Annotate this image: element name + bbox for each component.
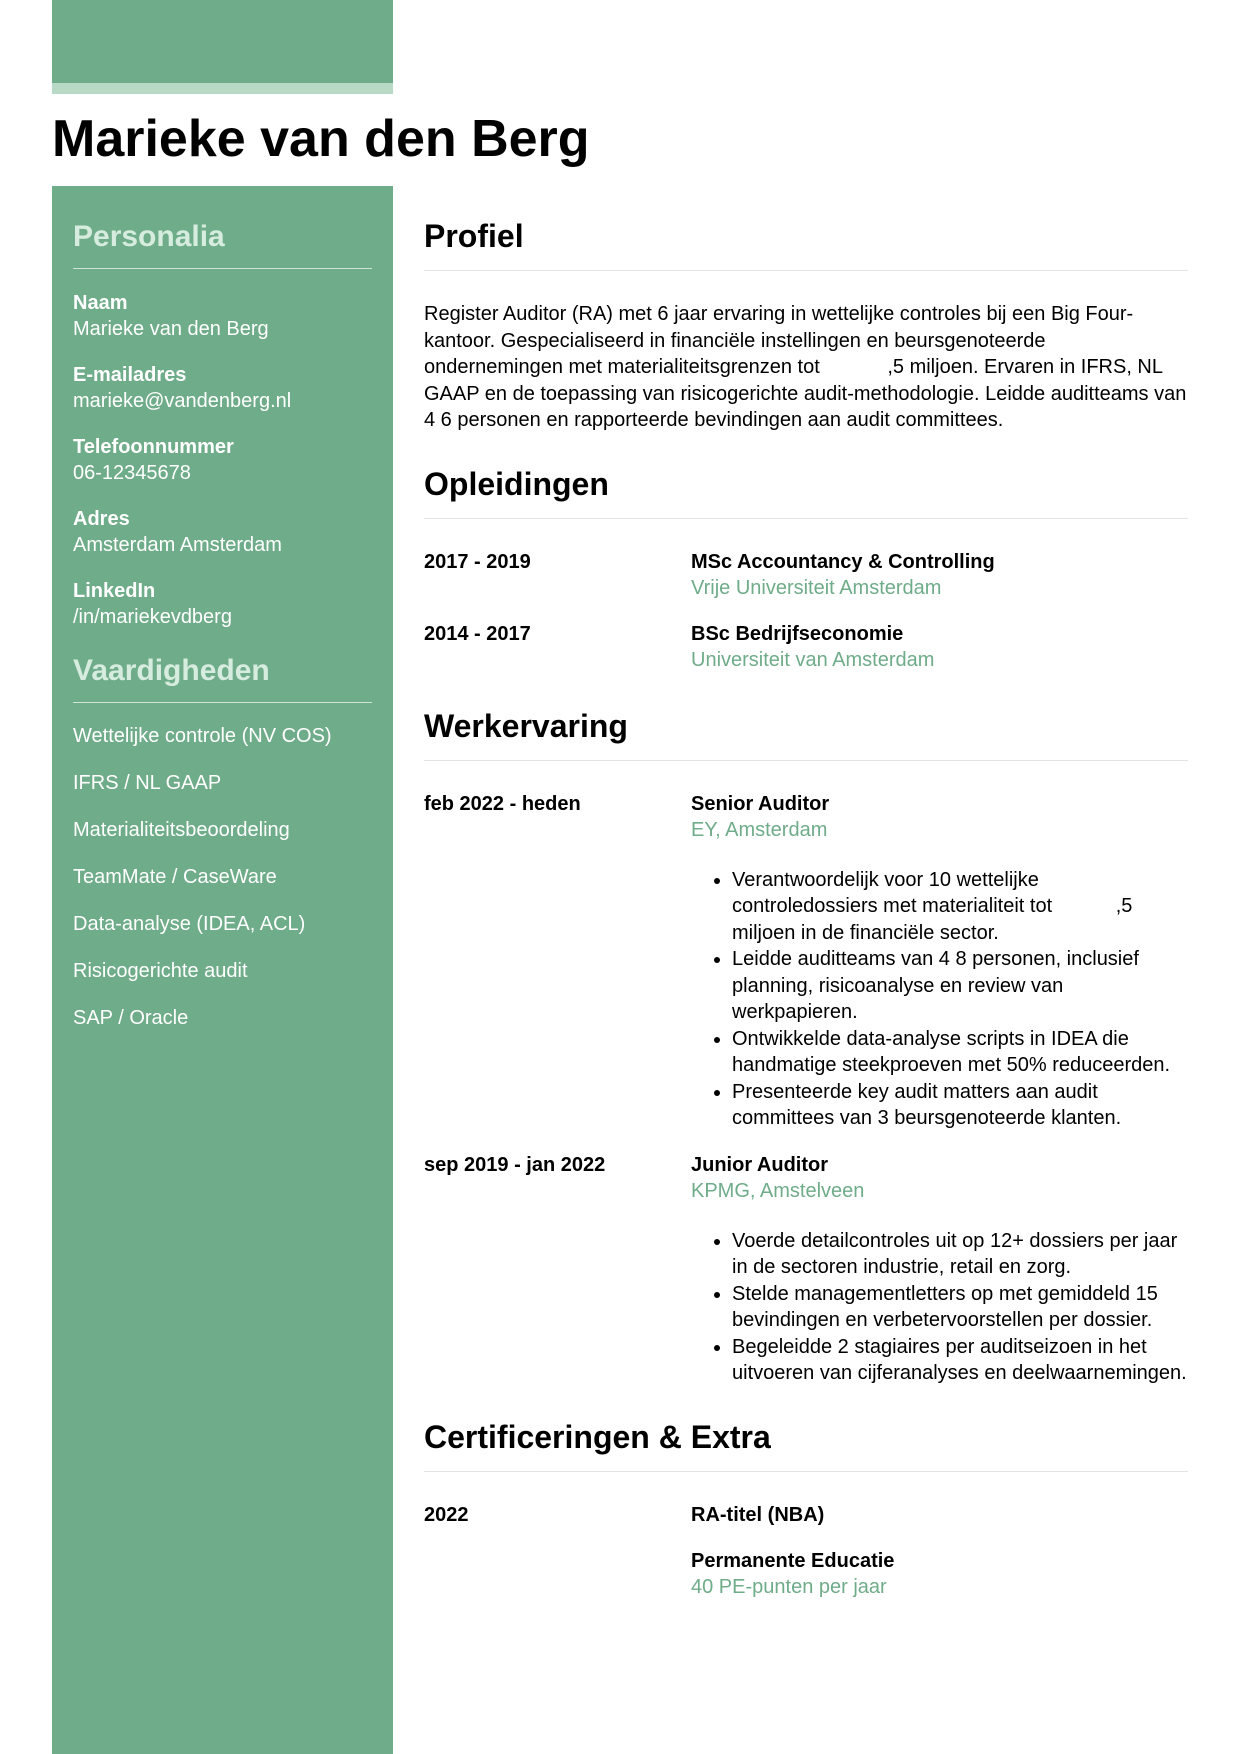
- certification-sub: 40 PE-punten per jaar: [691, 1575, 887, 1598]
- skills-heading: Vaardigheden: [73, 652, 372, 703]
- certification-title: RA-titel (NBA): [691, 1503, 825, 1526]
- personal-heading: Personalia: [73, 218, 372, 269]
- personal-label: Naam: [73, 292, 128, 314]
- personal-details: [73, 290, 372, 630]
- work-bullets: [691, 1228, 1188, 1387]
- skill-item: Data-analyse (IDEA, ACL): [73, 913, 306, 935]
- education-period: 2017 - 2019: [424, 550, 531, 573]
- personal-item-address: [73, 506, 372, 558]
- personal-label: LinkedIn: [73, 580, 156, 602]
- certification-item: [691, 1502, 1188, 1528]
- work-period: feb 2022 - heden: [424, 792, 581, 815]
- profile-heading: Profiel: [424, 216, 1188, 271]
- phone-link[interactable]: 06-12345678: [73, 462, 191, 484]
- work-title: Junior Auditor: [691, 1153, 829, 1176]
- education-institution: Universiteit van Amsterdam: [691, 648, 935, 671]
- linkedin-link[interactable]: /in/mariekevdberg: [73, 606, 232, 628]
- personal-item-phone: [73, 434, 372, 486]
- skill-item: TeamMate / CaseWare: [73, 866, 277, 888]
- profile-text-part1: Register Auditor (RA) met 6 jaar ervaring in wettelijke controles bij een Big Four-kantoor. Gespecialiseerd in financiële instellingen en beursgenoteerde ondernemingen met materialiteitsgrenzen tot: [424, 303, 1134, 378]
- certification-year: 2022: [424, 1503, 469, 1526]
- certification-row: [424, 1502, 1188, 1620]
- work-company: KPMG, Amstelveen: [691, 1179, 865, 1202]
- education-title: MSc Accountancy & Controlling: [691, 550, 995, 573]
- profile-text-part2: ,5 miljoen. Ervaren in IFRS, NL GAAP en de toepassing van risicogerichte audit-methodologie. Leidde auditteams van 4 6 personen en rapporteerde bevindingen aan audit committees.: [424, 356, 1187, 431]
- personal-label: Adres: [73, 508, 130, 530]
- work-list: [424, 791, 1188, 1387]
- work-bullet: • Stelde managementletters op met gemiddeld 15 bevindingen en verbetervoorstellen per dossier.: [732, 1281, 1188, 1334]
- main-content: [424, 186, 1188, 1640]
- work-company: EY, Amsterdam: [691, 818, 828, 841]
- sidebar: [52, 186, 393, 1754]
- work-item: [424, 791, 1188, 1132]
- certification-title: Permanente Educatie: [691, 1549, 895, 1572]
- skills-list: [73, 723, 372, 1032]
- skill-item: IFRS / NL GAAP: [73, 772, 222, 794]
- skill-item: Materialiteitsbeoordeling: [73, 819, 290, 841]
- work-item: [424, 1152, 1188, 1387]
- education-title: BSc Bedrijfseconomie: [691, 622, 904, 645]
- bullet-text-part1: Verantwoordelijk voor 10 wettelijke controledossiers met materialiteit tot: [732, 868, 1053, 917]
- email-link[interactable]: marieke@vandenberg.nl: [73, 390, 292, 412]
- personal-value: Marieke van den Berg: [73, 318, 269, 340]
- certifications-heading: Certificeringen & Extra: [424, 1417, 1188, 1472]
- personal-item-email: [73, 362, 372, 414]
- personal-item-name: [73, 290, 372, 342]
- education-item: [424, 549, 1188, 601]
- work-period: sep 2019 - jan 2022: [424, 1153, 606, 1176]
- work-bullet: [732, 867, 1188, 947]
- profile-text: [424, 301, 1188, 434]
- work-heading: Werkervaring: [424, 706, 1188, 761]
- skill-item: Risicogerichte audit: [73, 960, 248, 982]
- skill-item: SAP / Oracle: [73, 1007, 189, 1029]
- education-institution: Vrije Universiteit Amsterdam: [691, 576, 942, 599]
- personal-value: Amsterdam Amsterdam: [73, 534, 282, 556]
- bullet-text-part2: ,5 miljoen in de financiële sector.: [732, 895, 1133, 944]
- work-bullets: [691, 867, 1188, 1132]
- work-bullet: • Voerde detailcontroles uit op 12+ dossiers per jaar in de sectoren industrie, retail en zorg.: [732, 1228, 1188, 1281]
- personal-item-linkedin: [73, 578, 372, 630]
- certifications-list: [424, 1502, 1188, 1620]
- candidate-name: Marieke van den Berg: [52, 110, 590, 168]
- header-accent-stripe: [52, 83, 393, 94]
- education-list: [424, 549, 1188, 673]
- personal-label: E-mailadres: [73, 364, 187, 386]
- education-period: 2014 - 2017: [424, 622, 531, 645]
- work-bullet: • Begeleidde 2 stagiaires per auditseizoen in het uitvoeren van cijferanalyses en deelwaarnemingen.: [732, 1334, 1188, 1387]
- education-heading: Opleidingen: [424, 464, 1188, 519]
- header-accent-band: [52, 0, 393, 83]
- work-bullet: • Presenteerde key audit matters aan audit committees van 3 beursgenoteerde klanten.: [732, 1079, 1188, 1132]
- education-item: [424, 621, 1188, 673]
- work-title: Senior Auditor: [691, 792, 830, 815]
- skill-item: Wettelijke controle (NV COS): [73, 725, 332, 747]
- work-bullet: • Leidde auditteams van 4 8 personen, inclusief planning, risicoanalyse en review van werkpapieren.: [732, 946, 1188, 1026]
- certification-item: [691, 1548, 1188, 1600]
- work-bullet: • Ontwikkelde data-analyse scripts in IDEA die handmatige steekproeven met 50% reduceerden.: [732, 1026, 1188, 1079]
- personal-label: Telefoonnummer: [73, 436, 234, 458]
